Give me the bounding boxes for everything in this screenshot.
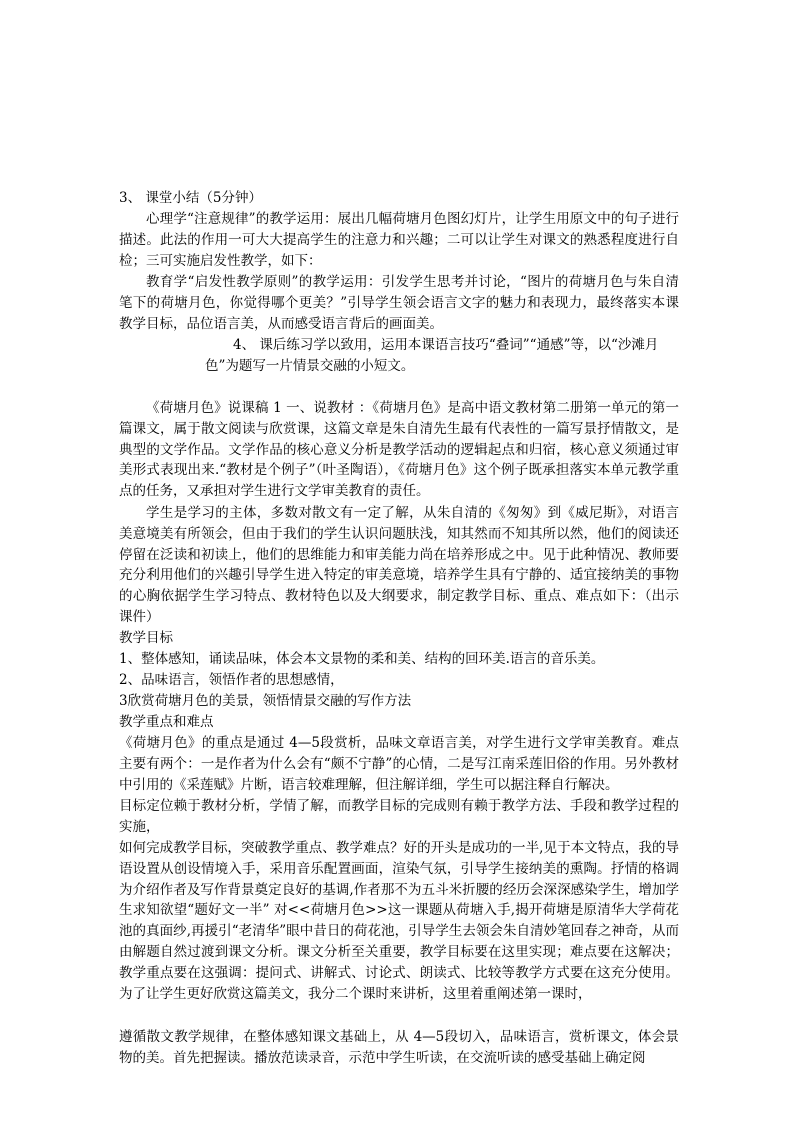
key-points-heading: 教学重点和难点: [119, 714, 214, 730]
section4-line-2: 色”为题写一片情景交融的小短文。: [205, 358, 415, 374]
section4-line-1: 4、 课后练习学以致用，运用本课语言技巧“叠词”“通感”等，以“沙滩月: [233, 337, 659, 353]
section3-paragraph-2: 教育学“启发性教学原则”的教学运用：引发学生思考并讨论，“图片的荷塘月色与朱自清笔下的荷塘月色，你觉得哪个更美？”引导学生领会语言文字的魅力和表现力，最终落实本课教学目标，品位语言美，从而感受语言背后的画面美。: [119, 274, 679, 332]
speech-intro-paragraph: 《荷塘月色》说课稿 1 一、说教材 ：《荷塘月色》是高中语文教材第二册第一单元的第一篇课文，属于散文阅读与欣赏课，这篇文章是朱自清先生最有代表性的一篇写景抒情散文，是典型的文学作品。文学作品的核心意义分析是教学活动的逻辑起点和归宿，核心意义须通过审美形式表现出来.“教材是个例子”（叶圣陶语），《荷塘月色》这个例子既承担落实本单元教学重点的任务，又承担对学生进行文学审美教育的责任。: [119, 400, 679, 500]
method-paragraph: 如何完成教学目标，突破教学重点、教学难点？好的开头是成功的一半,见于本文特点，我的导语设置从创设情境入手，采用音乐配置画面，渲染气氛，引导学生接纳美的熏陶。抒情的格调为介绍作者及写作背景奠定良好的基调,作者那不为五斗米折腰的经历会深深感染学生，增加学生求知欲望“题好文一半” 对<<荷塘月色>>这一课题从荷塘入手,揭开荷塘是原清华大学荷花池的真面纱,再援引“老清华”眼中昔日的荷花池，引导学生去领会朱自清妙笔回春之神奇，从而由解题自然过渡到课文分析。课文分析至关重要，教学目标要在这里实现；难点要在这解决；教学重点要在这强调：提问式、讲解式、讨论式、朗读式、比较等教学方式要在这充分使用。为了让学生更好欣赏这篇美文，我分二个课时来讲析，这里着重阐述第一课时，: [119, 840, 679, 1002]
reading-paragraph: 遵循散文教学规律，在整体感知课文基础上，从 4—5段切入，品味语言，赏析课文，体会景物的美。首先把握读。播放范读录音，示范中学生听读，在交流听读的感受基础上确定阅: [119, 1029, 679, 1066]
students-paragraph: 学生是学习的主体，多数对散文有一定了解，从朱自清的《匆匆》到《威尼斯》，对语言美意境美有所领会，但由于我们的学生认识问题肤浅，知其然而不知其所以然，他们的阅读还停留在泛读和初读上，他们的思维能力和审美能力尚在培养形成之中。见于此种情况、教师要充分利用他们的兴趣引导学生进入特定的审美意境，培养学生具有宁静的、适宜接纳美的事物的心胸依据学生学习特点、教材特色以及大纲要求，制定教学目标、重点、难点如下：（出示课件）: [119, 505, 679, 625]
goal-positioning-paragraph: 目标定位赖于教材分析，学情了解，而教学目标的完成则有赖于教学方法、手段和教学过程的实施，: [119, 798, 679, 835]
goals-heading: 教学目标: [119, 630, 173, 646]
goal-item-2: 2、品味语言，领悟作者的思想感情，: [119, 672, 344, 688]
key-points-paragraph: 《荷塘月色》的重点是通过 4—5段赏析，品味文章语言美，对学生进行文学审美教育。难点主要有两个：一是作者为什么会有“颇不宁静”的心情，二是写江南采莲旧俗的作用。另外教材中引用的《采莲赋》片断，语言较难理解，但注解详细，学生可以据注释自行解决。: [119, 735, 679, 793]
section3-paragraph-1: 心理学“注意规律”的教学运用：展出几幅荷塘月色图幻灯片，让学生用原文中的句子进行描述。此法的作用一可大大提高学生的注意力和兴趣；二可以让学生对课文的熟悉程度进行自检；三可实施启发性教学，如下：: [119, 211, 679, 269]
goal-item-3: 3欣赏荷塘月色的美景，领悟情景交融的写作方法: [119, 693, 412, 709]
goal-item-1: 1、整体感知，诵读品味，体会本文景物的柔和美、结构的回环美.语言的音乐美。: [119, 651, 605, 667]
section3-heading: 3、 课堂小结（5分钟）: [119, 190, 262, 206]
